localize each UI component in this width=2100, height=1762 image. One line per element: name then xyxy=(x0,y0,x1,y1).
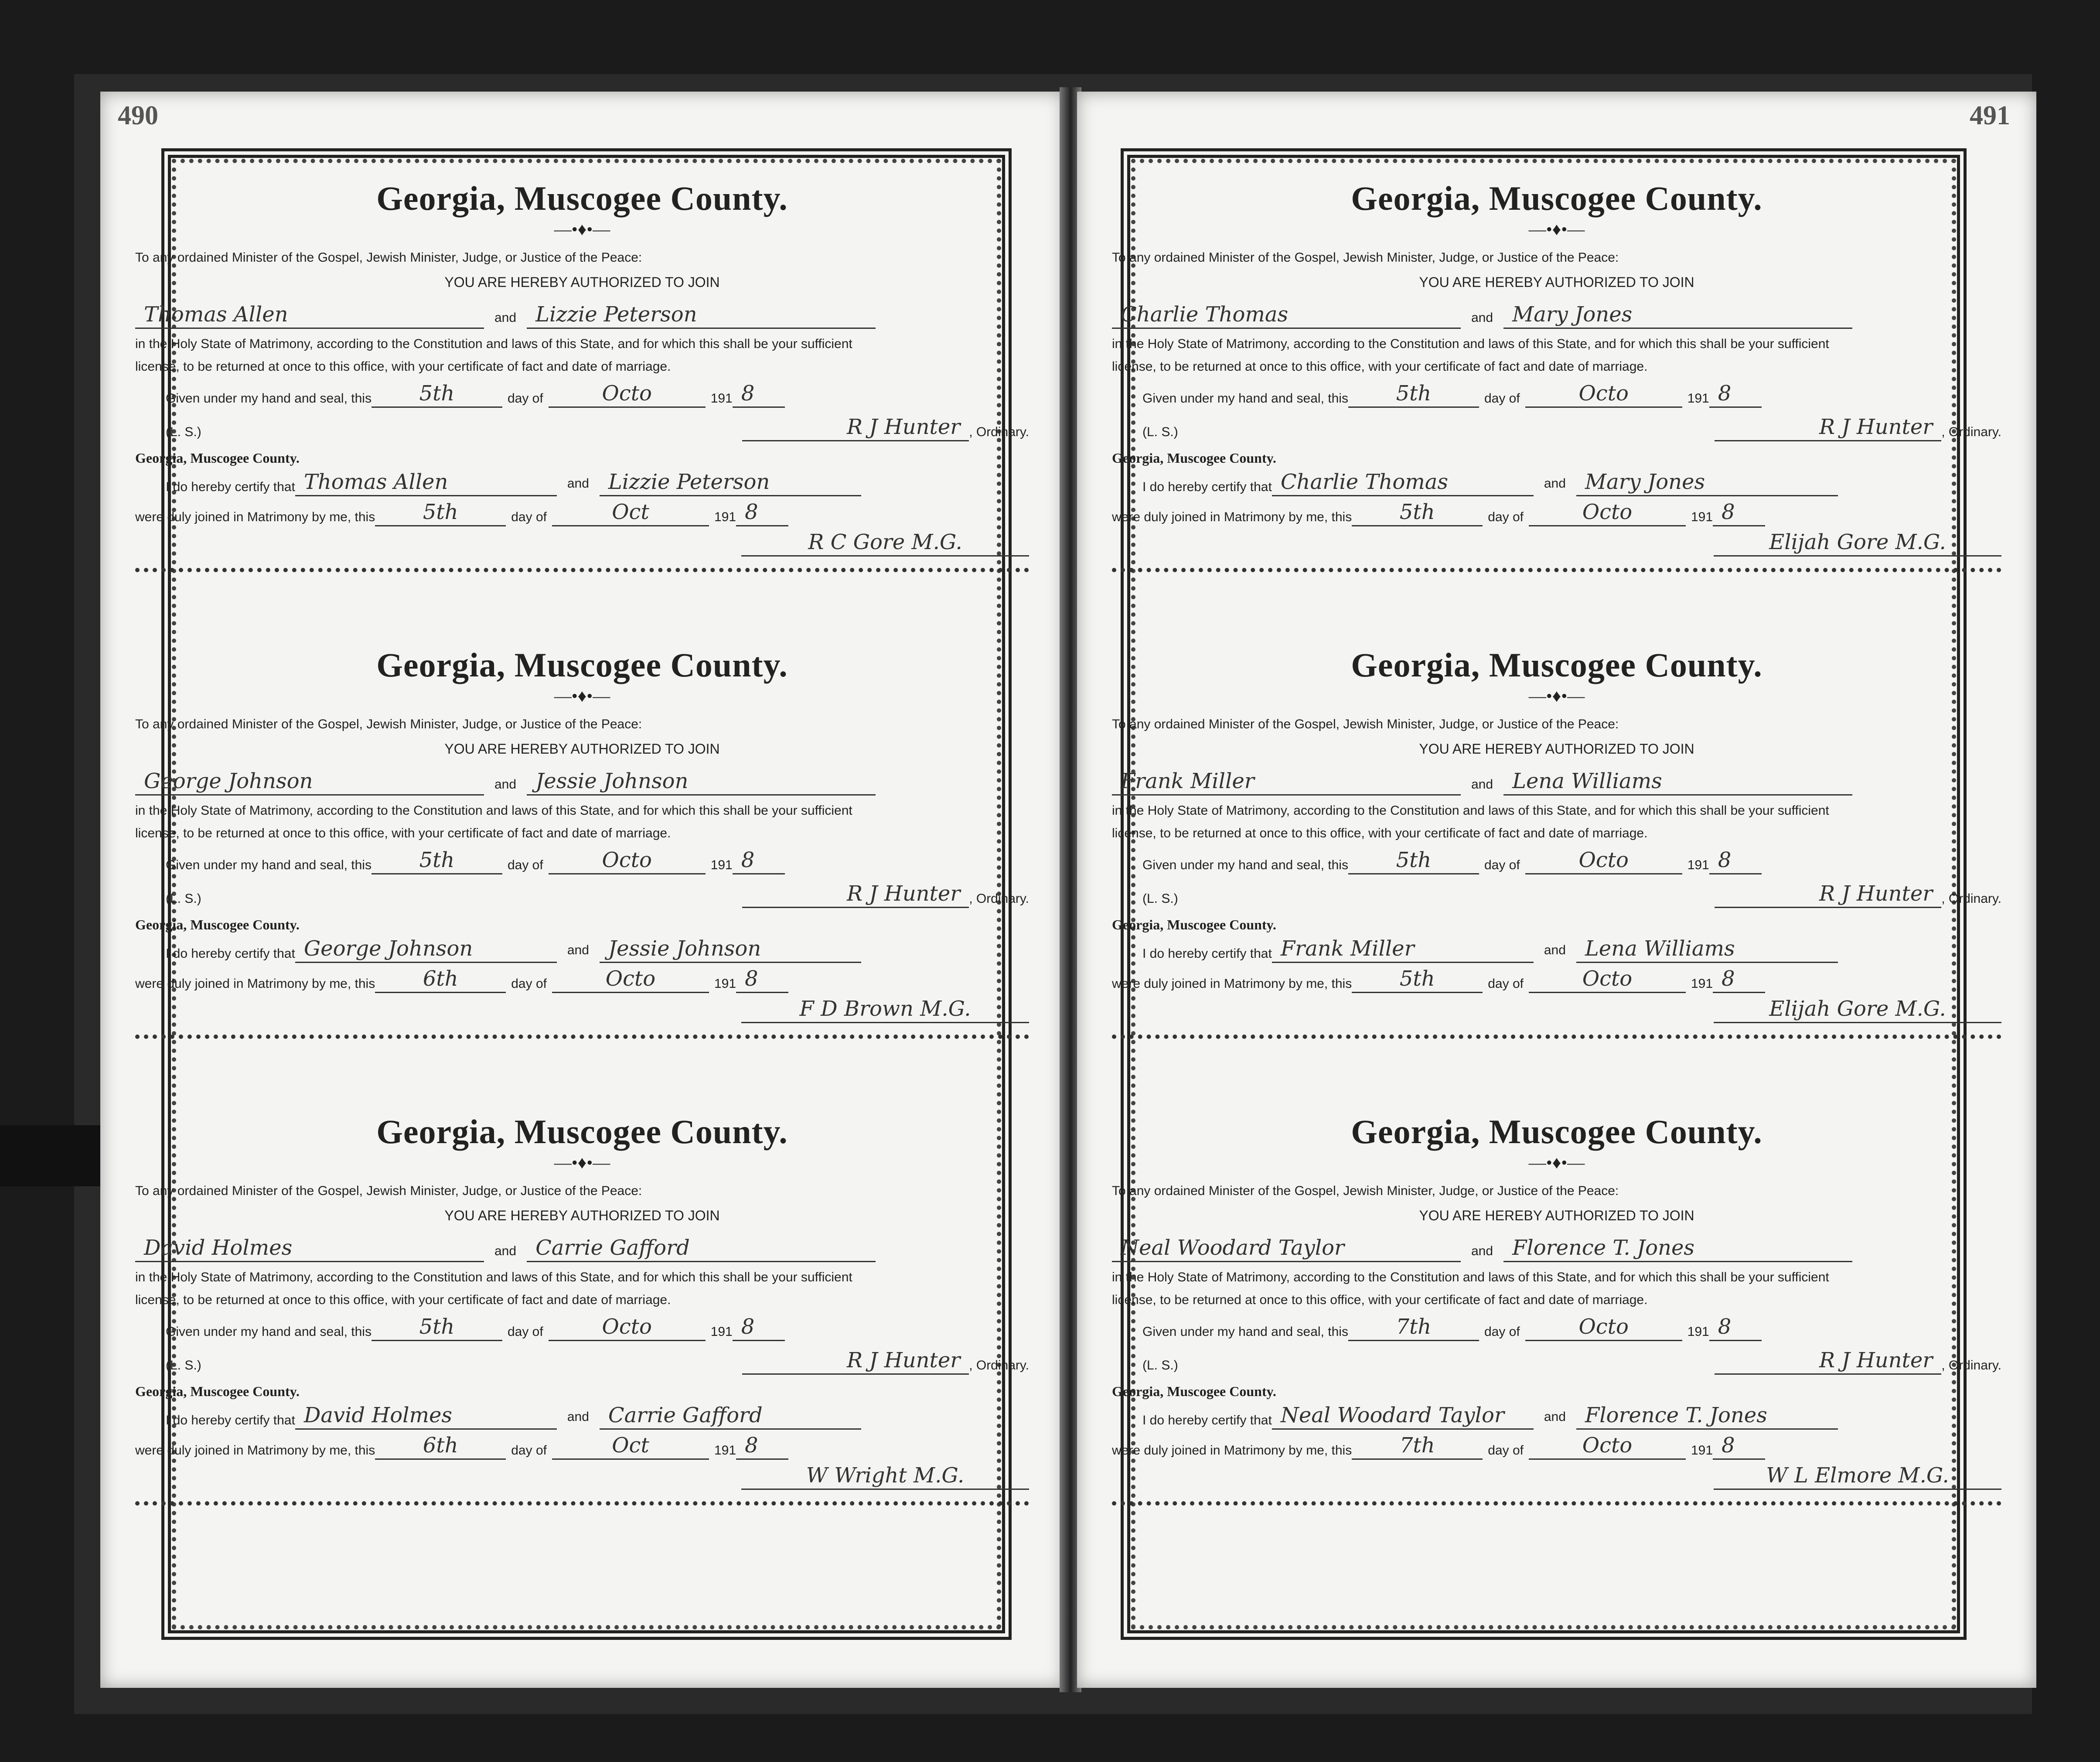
cert-month: Octo xyxy=(552,966,709,993)
license-title: Georgia, Muscogee County. xyxy=(376,646,788,684)
given-under-label: Given under my hand and seal, this xyxy=(166,1325,372,1339)
certificate-heading: Georgia, Muscogee County. xyxy=(1112,450,1276,466)
section-divider xyxy=(1112,1035,2001,1039)
license-block xyxy=(135,628,1029,1039)
license-title: Georgia, Muscogee County. xyxy=(1351,179,1762,217)
and-label: and xyxy=(567,943,589,957)
license-return-line: license, to be returned at once to this office, with your certificate of fact and date of marriage. xyxy=(135,1293,671,1307)
given-under-label: Given under my hand and seal, this xyxy=(1142,1325,1348,1339)
given-month: Octo xyxy=(1525,380,1682,408)
year-prefix: 191 xyxy=(710,858,733,872)
year-prefix: 191 xyxy=(710,391,733,406)
holy-state-line: in the Holy State of Matrimony, according to the Constitution and laws of this State, and for which this shall be your sufficient xyxy=(135,1270,852,1284)
and-label: and xyxy=(567,476,589,491)
holy-state-line: in the Holy State of Matrimony, according to the Constitution and laws of this State, and for which this shall be your sufficient xyxy=(1112,1270,1829,1284)
year-prefix: 191 xyxy=(1687,391,1709,406)
ordinary-signature: R J Hunter xyxy=(742,414,969,441)
day-of-label: day of xyxy=(1488,977,1524,991)
bride-name: Lena Williams xyxy=(1503,768,1852,796)
cert-month: Octo xyxy=(1529,499,1686,526)
and-label: and xyxy=(1544,476,1566,491)
holy-state-line: in the Holy State of Matrimony, according to the Constitution and laws of this State, and for which this shall be your sufficient xyxy=(135,337,852,351)
section-divider xyxy=(135,1501,1029,1506)
holy-state-line: in the Holy State of Matrimony, according to the Constitution and laws of this State, and for which this shall be your sufficient xyxy=(1112,337,1829,351)
page-right xyxy=(1077,92,2036,1688)
address-line: To any ordained Minister of the Gospel, Jewish Minister, Judge, or Justice of the Peace: xyxy=(1112,717,1619,731)
year-prefix: 191 xyxy=(710,1325,733,1339)
and-label: and xyxy=(567,1410,589,1424)
holy-state-line: in the Holy State of Matrimony, according to the Constitution and laws of this State, and for which this shall be your sufficient xyxy=(135,803,852,818)
cert-groom-name: Charlie Thomas xyxy=(1272,469,1534,496)
authorized-line: YOU ARE HEREBY AUTHORIZED TO JOIN xyxy=(1419,1208,1694,1223)
cert-bride-name: Mary Jones xyxy=(1576,469,1838,496)
given-day: 5th xyxy=(372,1314,502,1341)
given-year: 8 xyxy=(733,1314,785,1341)
ls-label: (L. S.) xyxy=(1142,891,1178,906)
cert-month: Octo xyxy=(1529,1432,1686,1460)
cert-day: 5th xyxy=(375,499,506,526)
ordinary-signature: R J Hunter xyxy=(742,881,969,908)
address-line: To any ordained Minister of the Gospel, Jewish Minister, Judge, or Justice of the Peace: xyxy=(135,1184,642,1198)
day-of-label: day of xyxy=(1484,391,1520,406)
given-day: 5th xyxy=(1348,847,1479,874)
license-block xyxy=(135,161,1029,572)
and-label: and xyxy=(1544,943,1566,957)
cert-bride-name: Jessie Johnson xyxy=(600,936,861,963)
duly-joined-label: were duly joined in Matrimony by me, this xyxy=(1112,1443,1352,1458)
groom-name: Neal Woodard Taylor xyxy=(1112,1235,1461,1262)
bride-name: Mary Jones xyxy=(1503,301,1852,329)
and-label: and xyxy=(494,1244,517,1258)
bride-name: Jessie Johnson xyxy=(527,768,876,796)
license-block xyxy=(1112,161,2001,572)
given-month: Octo xyxy=(1525,847,1682,874)
given-under-label: Given under my hand and seal, this xyxy=(1142,858,1348,872)
day-of-label: day of xyxy=(507,858,543,872)
and-label: and xyxy=(1544,1410,1566,1424)
duly-joined-label: were duly joined in Matrimony by me, this xyxy=(135,977,375,991)
and-label: and xyxy=(494,777,517,792)
cert-month: Oct xyxy=(552,499,709,526)
given-month: Octo xyxy=(549,847,706,874)
and-label: and xyxy=(1471,1244,1493,1258)
cert-bride-name: Florence T. Jones xyxy=(1576,1402,1838,1430)
certify-label: I do hereby certify that xyxy=(166,480,295,494)
day-of-label: day of xyxy=(511,977,547,991)
license-title: Georgia, Muscogee County. xyxy=(376,1113,788,1151)
year-prefix: 191 xyxy=(714,510,736,524)
given-day: 5th xyxy=(372,847,502,874)
day-of-label: day of xyxy=(507,1325,543,1339)
day-of-label: day of xyxy=(1484,1325,1520,1339)
cert-year: 8 xyxy=(736,1432,788,1460)
given-year: 8 xyxy=(1709,1314,1762,1341)
cert-month: Oct xyxy=(552,1432,709,1460)
license-return-line: license, to be returned at once to this office, with your certificate of fact and date of marriage. xyxy=(1112,826,1648,840)
address-line: To any ordained Minister of the Gospel, Jewish Minister, Judge, or Justice of the Peace: xyxy=(1112,1184,1619,1198)
ordinary-signature: R J Hunter xyxy=(1715,414,1941,441)
bride-name: Florence T. Jones xyxy=(1503,1235,1852,1262)
officiant-signature: W Wright M.G. xyxy=(741,1462,1029,1490)
ornament-divider: —•♦•— xyxy=(1528,219,1585,239)
certificate-heading: Georgia, Muscogee County. xyxy=(1112,917,1276,932)
cert-bride-name: Carrie Gafford xyxy=(600,1402,861,1430)
ordinary-label: , Ordinary. xyxy=(1941,1358,2001,1373)
authorized-line: YOU ARE HEREBY AUTHORIZED TO JOIN xyxy=(444,274,720,290)
address-line: To any ordained Minister of the Gospel, Jewish Minister, Judge, or Justice of the Peace: xyxy=(135,717,642,731)
bride-name: Carrie Gafford xyxy=(527,1235,876,1262)
ls-label: (L. S.) xyxy=(1142,425,1178,439)
page-number-right: 491 xyxy=(1970,101,2010,130)
ls-label: (L. S.) xyxy=(166,891,201,906)
officiant-signature: F D Brown M.G. xyxy=(741,996,1029,1023)
officiant-signature: Elijah Gore M.G. xyxy=(1714,996,2001,1023)
given-month: Octo xyxy=(549,1314,706,1341)
license-return-line: license, to be returned at once to this office, with your certificate of fact and date of marriage. xyxy=(1112,1293,1648,1307)
groom-name: Charlie Thomas xyxy=(1112,301,1461,329)
license-return-line: license, to be returned at once to this office, with your certificate of fact and date of marriage. xyxy=(135,359,671,374)
certificate-heading: Georgia, Muscogee County. xyxy=(135,1383,300,1399)
given-day: 5th xyxy=(1348,380,1479,408)
cert-year: 8 xyxy=(1713,1432,1765,1460)
and-label: and xyxy=(1471,311,1493,325)
ornament-divider: —•♦•— xyxy=(554,1153,610,1172)
year-prefix: 191 xyxy=(1691,977,1713,991)
holy-state-line: in the Holy State of Matrimony, according to the Constitution and laws of this State, and for which this shall be your sufficient xyxy=(1112,803,1829,818)
cert-groom-name: Frank Miller xyxy=(1272,936,1534,963)
day-of-label: day of xyxy=(511,510,547,524)
license-block xyxy=(1112,1095,2001,1506)
duly-joined-label: were duly joined in Matrimony by me, this xyxy=(135,510,375,524)
year-prefix: 191 xyxy=(1691,1443,1713,1458)
ordinary-signature: R J Hunter xyxy=(1715,881,1941,908)
given-under-label: Given under my hand and seal, this xyxy=(1142,391,1348,406)
address-line: To any ordained Minister of the Gospel, Jewish Minister, Judge, or Justice of the Peace: xyxy=(135,250,642,265)
license-title: Georgia, Muscogee County. xyxy=(376,179,788,217)
authorized-line: YOU ARE HEREBY AUTHORIZED TO JOIN xyxy=(1419,274,1694,290)
year-prefix: 191 xyxy=(1687,858,1709,872)
cert-bride-name: Lizzie Peterson xyxy=(600,469,861,496)
day-of-label: day of xyxy=(1488,1443,1524,1458)
certificate-heading: Georgia, Muscogee County. xyxy=(1112,1383,1276,1399)
officiant-signature: W L Elmore M.G. xyxy=(1714,1462,2001,1490)
ornament-divider: —•♦•— xyxy=(554,219,610,239)
given-day: 5th xyxy=(372,380,502,408)
authorized-line: YOU ARE HEREBY AUTHORIZED TO JOIN xyxy=(444,1208,720,1223)
page-number-left: 490 xyxy=(118,101,158,130)
ordinary-label: , Ordinary. xyxy=(969,425,1029,439)
given-year: 8 xyxy=(733,380,785,408)
section-divider xyxy=(135,568,1029,572)
ordinary-label: , Ordinary. xyxy=(1941,891,2001,906)
section-divider xyxy=(1112,1501,2001,1506)
day-of-label: day of xyxy=(507,391,543,406)
and-label: and xyxy=(494,311,517,325)
given-day: 7th xyxy=(1348,1314,1479,1341)
ls-label: (L. S.) xyxy=(166,425,201,439)
duly-joined-label: were duly joined in Matrimony by me, this xyxy=(1112,977,1352,991)
year-prefix: 191 xyxy=(714,977,736,991)
cert-groom-name: Neal Woodard Taylor xyxy=(1272,1402,1534,1430)
ordinary-label: , Ordinary. xyxy=(1941,425,2001,439)
officiant-signature: R C Gore M.G. xyxy=(741,529,1029,557)
year-prefix: 191 xyxy=(1687,1325,1709,1339)
ordinary-label: , Ordinary. xyxy=(969,1358,1029,1373)
license-title: Georgia, Muscogee County. xyxy=(1351,1113,1762,1151)
ornament-divider: —•♦•— xyxy=(1528,1153,1585,1172)
section-divider xyxy=(135,1035,1029,1039)
authorized-line: YOU ARE HEREBY AUTHORIZED TO JOIN xyxy=(444,741,720,757)
cert-day: 5th xyxy=(1352,499,1483,526)
ornament-divider: —•♦•— xyxy=(554,686,610,706)
cert-day: 6th xyxy=(375,966,506,993)
cert-year: 8 xyxy=(1713,499,1765,526)
cert-groom-name: George Johnson xyxy=(295,936,557,963)
ordinary-signature: R J Hunter xyxy=(742,1347,969,1375)
duly-joined-label: were duly joined in Matrimony by me, this xyxy=(1112,510,1352,524)
groom-name: George Johnson xyxy=(135,768,484,796)
duly-joined-label: were duly joined in Matrimony by me, this xyxy=(135,1443,375,1458)
given-year: 8 xyxy=(1709,380,1762,408)
ls-label: (L. S.) xyxy=(166,1358,201,1373)
officiant-signature: Elijah Gore M.G. xyxy=(1714,529,2001,557)
day-of-label: day of xyxy=(1484,858,1520,872)
and-label: and xyxy=(1471,777,1493,792)
certificate-heading: Georgia, Muscogee County. xyxy=(135,450,300,466)
cert-day: 6th xyxy=(375,1432,506,1460)
license-return-line: license, to be returned at once to this office, with your certificate of fact and date of marriage. xyxy=(1112,359,1648,374)
groom-name: Frank Miller xyxy=(1112,768,1461,796)
ordinary-signature: R J Hunter xyxy=(1715,1347,1941,1375)
cert-groom-name: David Holmes xyxy=(295,1402,557,1430)
cert-year: 8 xyxy=(1713,966,1765,993)
day-of-label: day of xyxy=(1488,510,1524,524)
cert-bride-name: Lena Williams xyxy=(1576,936,1838,963)
given-under-label: Given under my hand and seal, this xyxy=(166,391,372,406)
given-month: Octo xyxy=(1525,1314,1682,1341)
certify-label: I do hereby certify that xyxy=(166,1413,295,1427)
address-line: To any ordained Minister of the Gospel, Jewish Minister, Judge, or Justice of the Peace: xyxy=(1112,250,1619,265)
cert-year: 8 xyxy=(736,966,788,993)
certificate-heading: Georgia, Muscogee County. xyxy=(135,917,300,932)
given-year: 8 xyxy=(1709,847,1762,874)
ordinary-label: , Ordinary. xyxy=(969,891,1029,906)
bride-name: Lizzie Peterson xyxy=(527,301,876,329)
ls-label: (L. S.) xyxy=(1142,1358,1178,1373)
given-under-label: Given under my hand and seal, this xyxy=(166,858,372,872)
license-block xyxy=(1112,628,2001,1039)
license-block xyxy=(135,1095,1029,1506)
license-return-line: license, to be returned at once to this office, with your certificate of fact and date of marriage. xyxy=(135,826,671,840)
certify-label: I do hereby certify that xyxy=(1142,1413,1272,1427)
authorized-line: YOU ARE HEREBY AUTHORIZED TO JOIN xyxy=(1419,741,1694,757)
given-year: 8 xyxy=(733,847,785,874)
groom-name: David Holmes xyxy=(135,1235,484,1262)
cert-day: 5th xyxy=(1352,966,1483,993)
groom-name: Thomas Allen xyxy=(135,301,484,329)
certify-label: I do hereby certify that xyxy=(1142,946,1272,961)
given-month: Octo xyxy=(549,380,706,408)
ornament-divider: —•♦•— xyxy=(1528,686,1585,706)
certify-label: I do hereby certify that xyxy=(166,946,295,961)
page-left xyxy=(100,92,1064,1688)
year-prefix: 191 xyxy=(1691,510,1713,524)
license-title: Georgia, Muscogee County. xyxy=(1351,646,1762,684)
certify-label: I do hereby certify that xyxy=(1142,480,1272,494)
section-divider xyxy=(1112,568,2001,572)
year-prefix: 191 xyxy=(714,1443,736,1458)
cert-day: 7th xyxy=(1352,1432,1483,1460)
cert-groom-name: Thomas Allen xyxy=(295,469,557,496)
cert-month: Octo xyxy=(1529,966,1686,993)
day-of-label: day of xyxy=(511,1443,547,1458)
cert-year: 8 xyxy=(736,499,788,526)
